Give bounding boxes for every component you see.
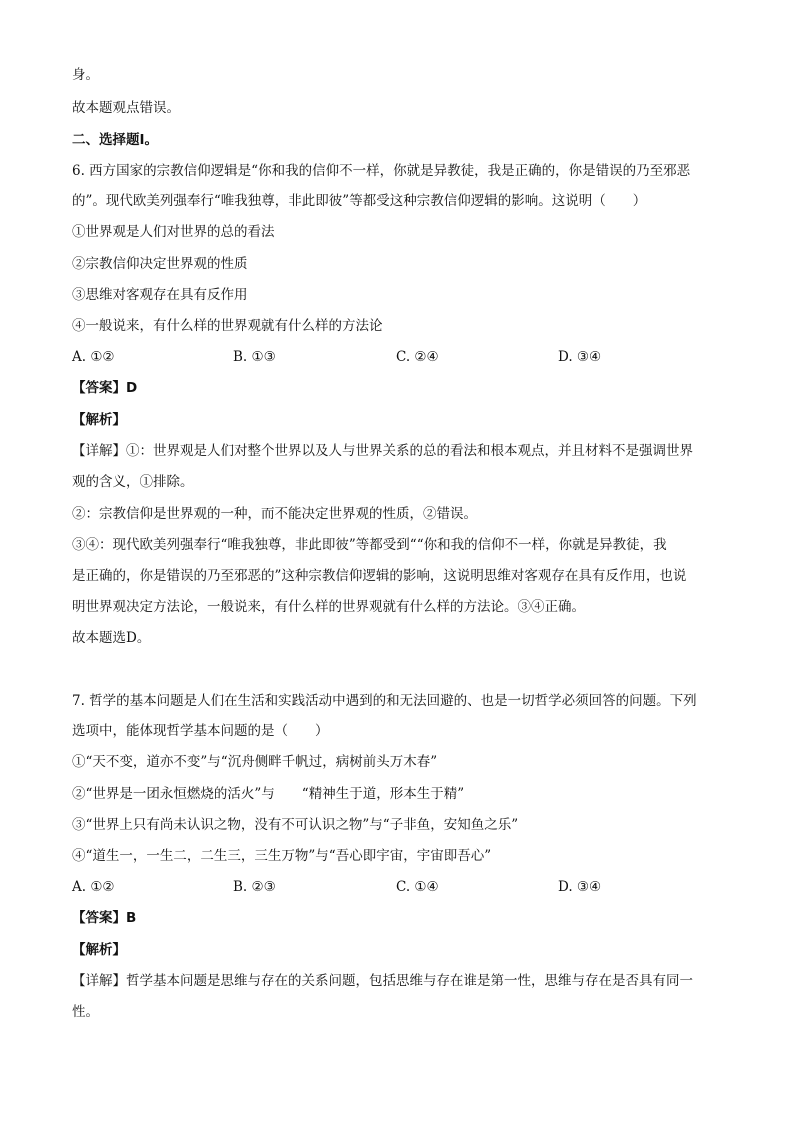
q6-statement-2: ②宗教信仰决定世界观的性质	[72, 256, 248, 272]
q6-statement-1: ①世界观是人们对世界的总的看法	[72, 224, 275, 240]
q7-statement-2: ②“世界是一团永恒燃烧的活火”与 “精神生于道，形本生于精”	[72, 786, 465, 802]
q6-detail: 明世界观决定方法论，一般说来，有什么样的世界观就有什么样的方法论。③④正确。	[72, 599, 585, 615]
q6-detail: 观的含义，①排除。	[72, 474, 194, 490]
q7-analysis-label: 【解析】	[72, 942, 126, 958]
q6-statement-3: ③思维对客观存在具有反作用	[72, 287, 248, 303]
q6-detail: 是正确的，你是错误的乃至邪恶的”这种宗教信仰逻辑的影响，这说明思维对客观存在具有反作用，也说	[72, 568, 687, 584]
q6-option-c: C. ②④	[396, 349, 439, 365]
q6-answer: 【答案】D	[72, 380, 138, 396]
q6-statement-4: ④一般说来，有什么样的世界观就有什么样的方法论	[72, 318, 383, 334]
q7-option-b: B. ②③	[233, 879, 276, 895]
q7-option-a: A. ①②	[72, 879, 115, 895]
q7-statement-1: ①“天不变，道亦不变”与“沉舟侧畔千帆过，病树前头万木春”	[72, 754, 438, 770]
question-7-stem-cont: 选项中，能体现哲学基本问题的是（ ）	[72, 723, 329, 739]
q7-statement-3: ③“世界上只有尚未认识之物，没有不可认识之物”与“子非鱼，安知鱼之乐”	[72, 817, 519, 833]
q6-option-a: A. ①②	[72, 349, 115, 365]
q7-detail: 【详解】哲学基本问题是思维与存在的关系问题，包括思维与存在谁是第一性，思维与存在是否具有同一	[72, 973, 693, 989]
text-line: 故本题观点错误。	[72, 100, 180, 116]
q7-statement-4: ④“道生一，一生二，二生三，三生万物”与“吾心即宇宙，宇宙即吾心”	[72, 848, 492, 864]
q7-answer: 【答案】B	[72, 910, 137, 926]
q6-detail: 【详解】①：世界观是人们对整个世界以及人与世界关系的总的看法和根本观点，并且材料不是强调世界	[72, 443, 693, 459]
q6-detail: ③④：现代欧美列强奉行“唯我独尊，非此即彼”等都受到““你和我的信仰不一样，你就是异教徒，我	[72, 537, 667, 553]
q7-detail: 性。	[72, 1004, 99, 1020]
q7-option-c: C. ①④	[396, 879, 439, 895]
text-line: 身。	[72, 67, 99, 83]
q6-conclusion: 故本题选D。	[72, 630, 151, 646]
q6-option-d: D. ③④	[558, 349, 602, 365]
question-6-stem-cont: 的”。现代欧美列强奉行“唯我独尊，非此即彼”等都受这种宗教信仰逻辑的影响。这说明（ ）	[72, 193, 647, 209]
q7-option-d: D. ③④	[558, 879, 602, 895]
question-7-stem: 7. 哲学的基本问题是人们在生活和实践活动中遇到的和无法回避的、也是一切哲学必须回答的问题。下列	[72, 693, 697, 709]
section-heading: 二、选择题Ⅰ。	[72, 132, 159, 148]
q6-option-b: B. ①③	[233, 349, 276, 365]
question-6-stem: 6. 西方国家的宗教信仰逻辑是“你和我的信仰不一样，你就是异教徒，我是正确的，你是错误的乃至邪恶	[72, 163, 691, 179]
q6-detail: ②：宗教信仰是世界观的一种，而不能决定世界观的性质，②错误。	[72, 506, 477, 522]
q6-analysis-label: 【解析】	[72, 412, 126, 428]
